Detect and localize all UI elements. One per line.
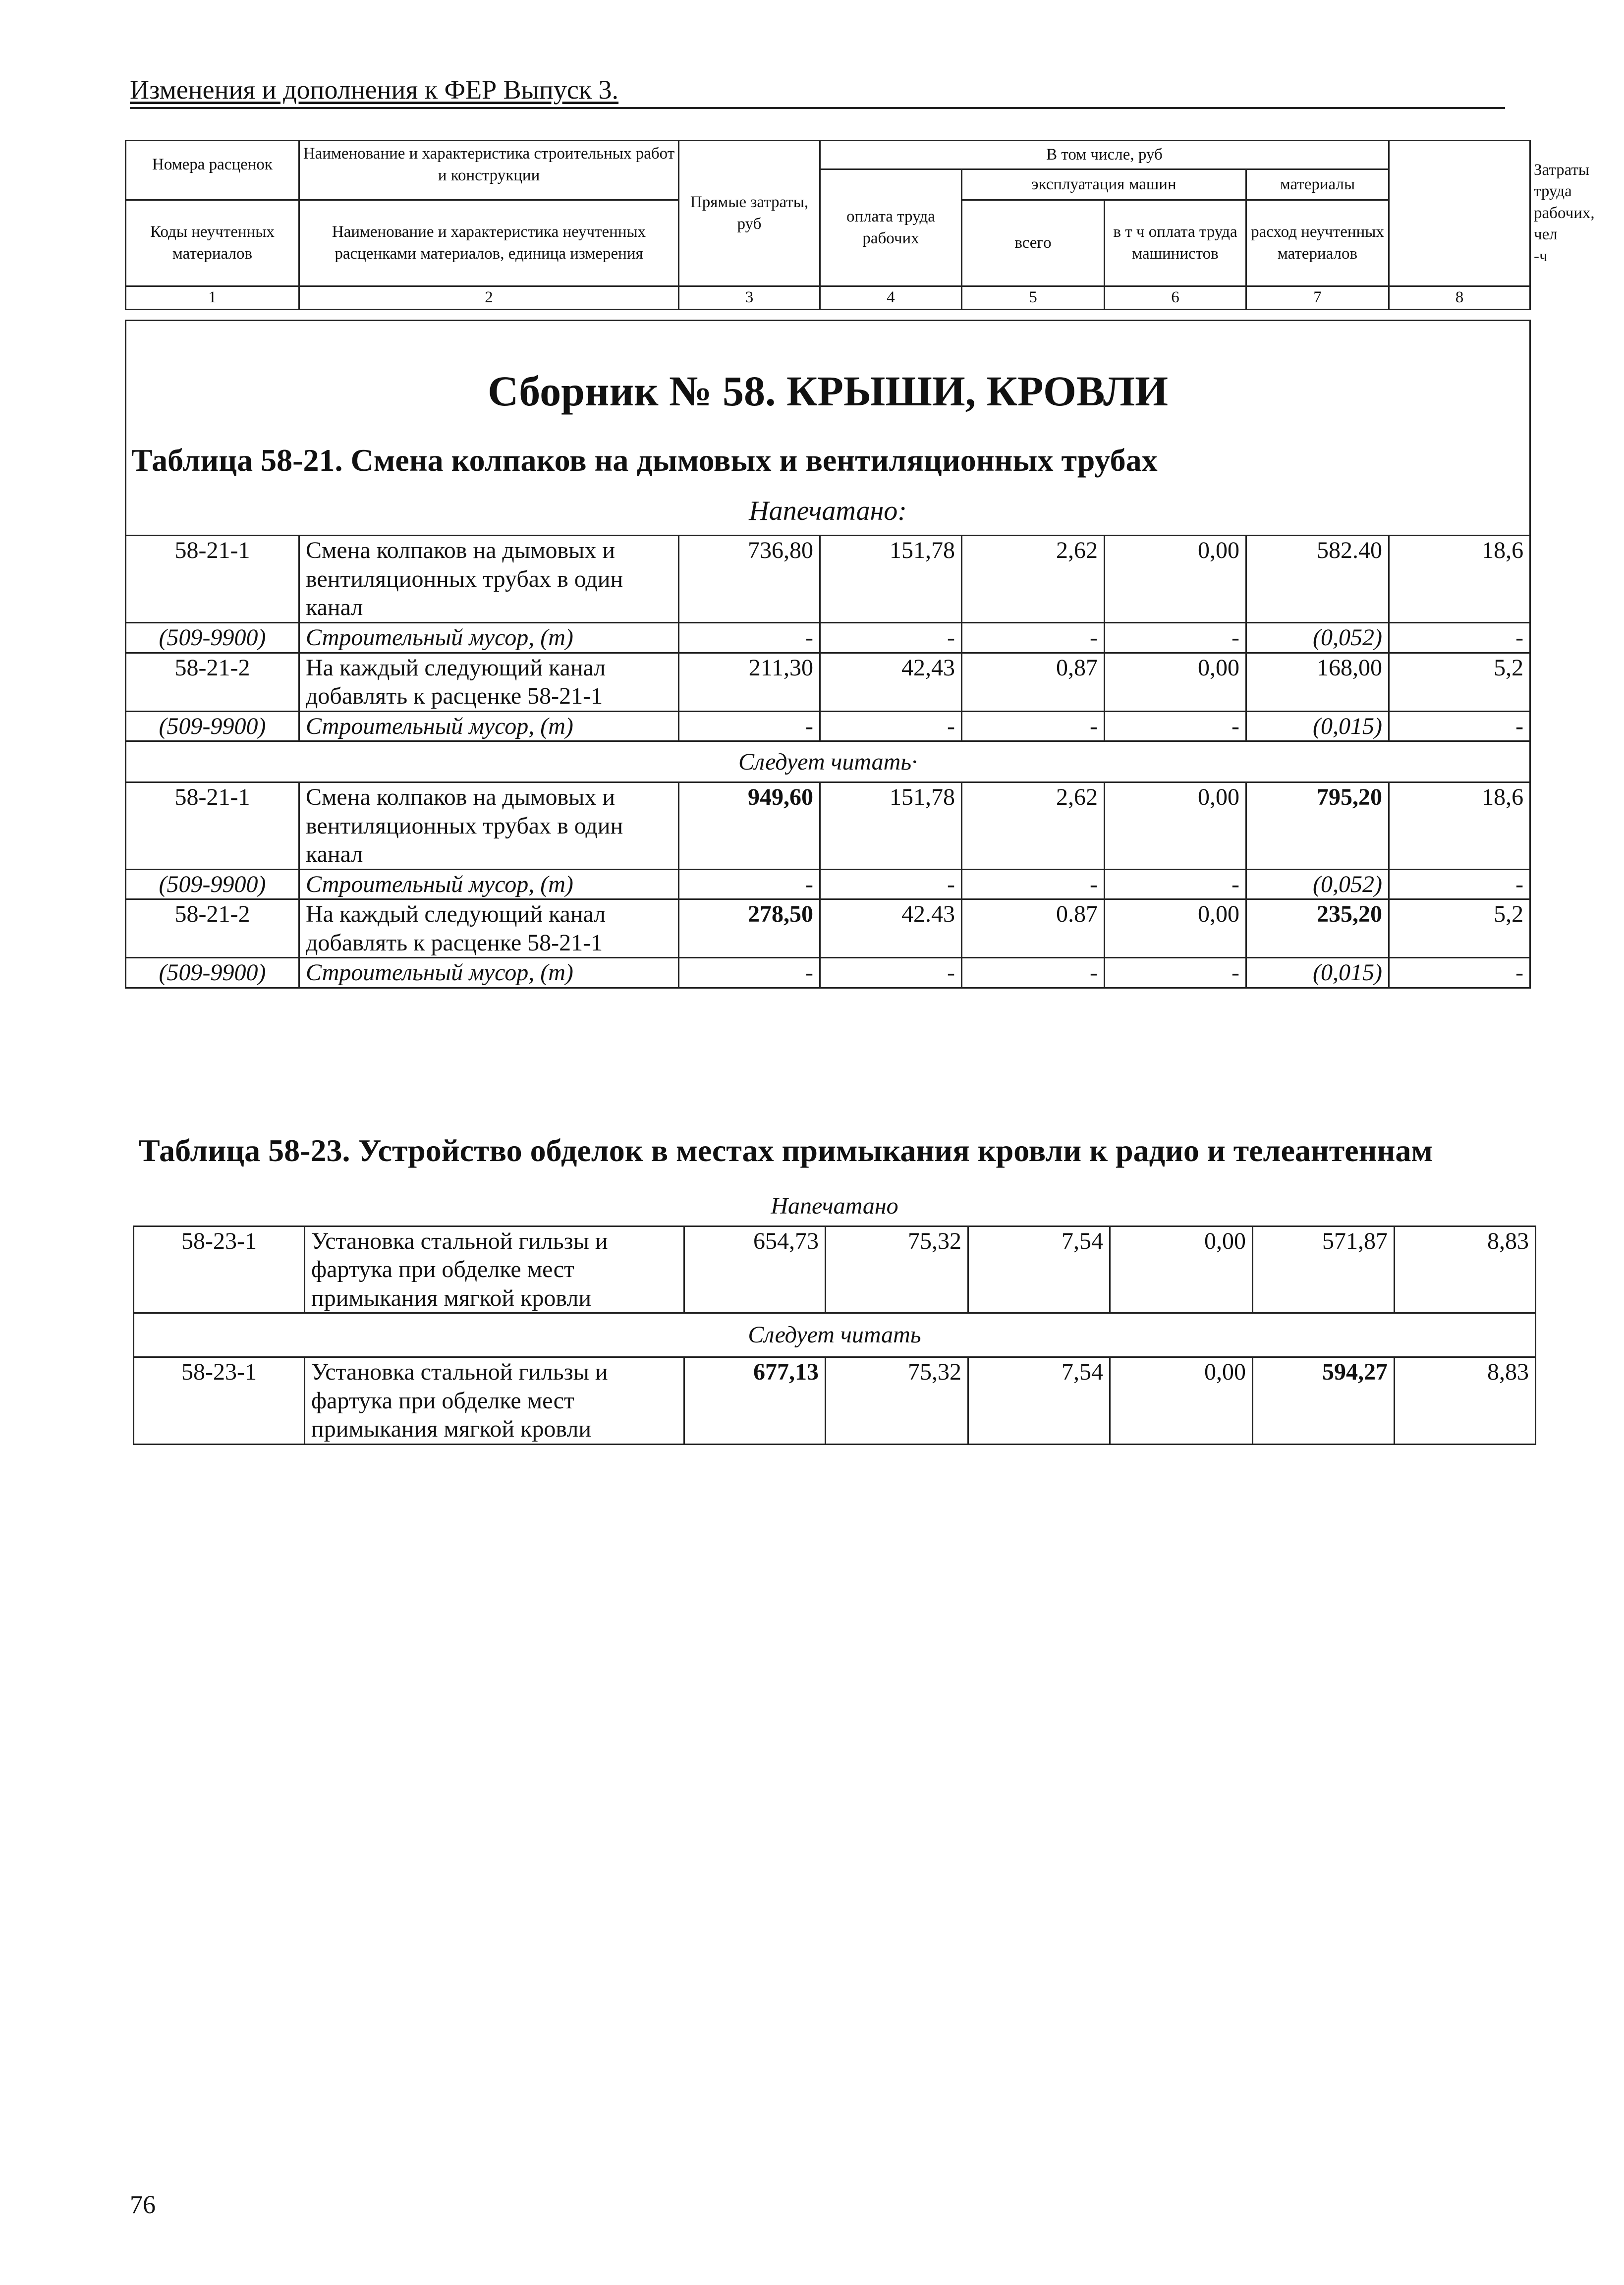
machines-header: эксплуатация машин	[962, 169, 1246, 200]
materials: 795,20	[1246, 782, 1389, 869]
material-name: Строительный мусор, (т)	[299, 869, 679, 899]
printed-label-23: Напечатано	[134, 1192, 1536, 1226]
machines-total: 7,54	[968, 1357, 1110, 1444]
material-code: (509-9900)	[126, 869, 299, 899]
direct-cost: 211,30	[679, 653, 820, 711]
machines-total: 0,87	[962, 653, 1105, 711]
direct-cost: 654,73	[684, 1226, 826, 1313]
labor-hours: 5,2	[1389, 899, 1530, 958]
col-number-5: 5	[962, 286, 1105, 310]
material-labor: -	[1389, 622, 1530, 653]
labor-pay: 151,78	[820, 536, 962, 623]
rate-name: На каждый следующий канал добавлять к расценке 58-21-1	[299, 653, 679, 711]
material-direct: -	[679, 869, 820, 899]
rate-name: Смена колпаков на дымовых и вентиляционных трубах в один канал	[299, 782, 679, 869]
machines-total: 7,54	[968, 1226, 1110, 1313]
col7-header: расход неучтенных материалов	[1246, 200, 1389, 286]
col-number-6: 6	[1105, 286, 1246, 310]
labor-hours: 5,2	[1389, 653, 1530, 711]
machinists-pay: 0,00	[1110, 1226, 1253, 1313]
material-machines: -	[962, 958, 1105, 988]
rate-code: 58-21-1	[126, 536, 299, 623]
col-number-1: 1	[126, 286, 299, 310]
labor-hours: 8,83	[1395, 1357, 1536, 1444]
material-machines: -	[962, 622, 1105, 653]
labor-hours: 18,6	[1389, 782, 1530, 869]
material-direct: -	[679, 622, 820, 653]
material-labor: -	[1389, 869, 1530, 899]
col4-header: оплата труда рабочих	[820, 169, 962, 286]
page-header	[130, 74, 1505, 109]
should-read-label: Следует читать·	[126, 741, 1530, 782]
material-machinists: -	[1105, 869, 1246, 899]
direct-cost: 278,50	[679, 899, 820, 958]
rate-code: 58-23-1	[134, 1357, 305, 1444]
direct-cost: 949,60	[679, 782, 820, 869]
material-code: (509-9900)	[126, 711, 299, 741]
rate-code: 58-21-1	[126, 782, 299, 869]
rate-code: 58-21-2	[126, 899, 299, 958]
column-header-table: Номера расценок Наименование и характеристика строительных работ и конструкции Прямые затраты, руб В том числе, руб Затраты труда рабочих, чел -ч оплата труда рабочих эксплуатация машин материалы Коды неучтенных материалов Наименование и характеристика неучтенных расценками материалов, единица измерения всего в т ч оплата труда машинистов расход неучтенных материалов 1 2 3 4 5 6 7 8	[125, 140, 1531, 310]
material-consumption: (0,015)	[1246, 958, 1389, 988]
collection-block	[126, 321, 1530, 536]
direct-cost: 736,80	[679, 536, 820, 623]
machinists-pay: 0,00	[1105, 536, 1246, 623]
material-consumption: (0,015)	[1246, 711, 1389, 741]
material-name: Строительный мусор, (т)	[299, 711, 679, 741]
labor-pay: 42,43	[820, 653, 962, 711]
material-machinists: -	[1105, 711, 1246, 741]
material-code: (509-9900)	[126, 958, 299, 988]
machinists-pay: 0,00	[1105, 899, 1246, 958]
col-number-4: 4	[820, 286, 962, 310]
materials: 594,27	[1253, 1357, 1395, 1444]
col5-header: всего	[962, 200, 1105, 286]
col6-header: в т ч оплата труда машинистов	[1105, 200, 1246, 286]
col-number-7: 7	[1246, 286, 1389, 310]
page-header-title: Изменения и дополнения к ФЕР Выпуск 3.	[130, 75, 619, 105]
labor-hours: 8,83	[1395, 1226, 1536, 1313]
page-number: 76	[130, 2191, 156, 2219]
table-row	[126, 958, 1530, 988]
rate-name: Установка стальной гильзы и фартука при обделке мест примыкания мягкой кровли	[305, 1226, 684, 1313]
labor-pay: 42.43	[820, 899, 962, 958]
col1-top-header: Номера расценок	[126, 141, 299, 200]
machinists-pay: 0,00	[1110, 1357, 1253, 1444]
table-row	[126, 653, 1530, 711]
col-number-8: 8	[1389, 286, 1530, 310]
table-row	[134, 1357, 1536, 1444]
group-header: В том числе, руб	[820, 141, 1389, 169]
table-row	[134, 1226, 1536, 1313]
material-direct: -	[679, 958, 820, 988]
material-name: Строительный мусор, (т)	[299, 958, 679, 988]
material-labor: -	[1389, 711, 1530, 741]
labor-pay: 75,32	[826, 1226, 968, 1313]
material-machinists: -	[1105, 958, 1246, 988]
materials: 168,00	[1246, 653, 1389, 711]
table-row	[126, 869, 1530, 899]
printed-label: Напечатано:	[749, 495, 907, 526]
machinists-pay: 0,00	[1105, 653, 1246, 711]
rate-name: Установка стальной гильзы и фартука при обделке мест примыкания мягкой кровли	[305, 1357, 684, 1444]
materials: 235,20	[1246, 899, 1389, 958]
machinists-pay: 0,00	[1105, 782, 1246, 869]
table-58-21	[125, 320, 1531, 989]
col3-header: Прямые затраты, руб	[679, 141, 820, 286]
rate-code: 58-21-2	[126, 653, 299, 711]
col-number-2: 2	[299, 286, 679, 310]
materials: 582.40	[1246, 536, 1389, 623]
table-58-23	[133, 1192, 1536, 1445]
table-58-23-title: Таблица 58-23. Устройство обделок в местах примыкания кровли к радио и телеантеннам	[139, 1133, 1433, 1168]
labor-pay: 75,32	[826, 1357, 968, 1444]
table-row	[126, 622, 1530, 653]
direct-cost: 677,13	[684, 1357, 826, 1444]
rate-name: На каждый следующий канал добавлять к расценке 58-21-1	[299, 899, 679, 958]
material-machinists: -	[1105, 622, 1246, 653]
material-consumption: (0,052)	[1246, 622, 1389, 653]
col-number-3: 3	[679, 286, 820, 310]
table-row	[126, 711, 1530, 741]
material-labor-pay: -	[820, 958, 962, 988]
material-direct: -	[679, 711, 820, 741]
machines-total: 0.87	[962, 899, 1105, 958]
table-row	[126, 782, 1530, 869]
table-row	[126, 899, 1530, 958]
material-consumption: (0,052)	[1246, 869, 1389, 899]
table-row	[126, 536, 1530, 623]
collection-title: Сборник № 58. КРЫШИ, КРОВЛИ	[488, 367, 1169, 415]
labor-hours: 18,6	[1389, 536, 1530, 623]
material-labor: -	[1389, 958, 1530, 988]
material-machines: -	[962, 869, 1105, 899]
material-name: Строительный мусор, (т)	[299, 622, 679, 653]
machines-total: 2,62	[962, 536, 1105, 623]
materials-header: материалы	[1246, 169, 1389, 200]
col1-bottom-header: Коды неучтенных материалов	[126, 200, 299, 286]
rate-name: Смена колпаков на дымовых и вентиляционных трубах в один канал	[299, 536, 679, 623]
materials: 571,87	[1253, 1226, 1395, 1313]
material-labor-pay: -	[820, 622, 962, 653]
material-labor-pay: -	[820, 711, 962, 741]
labor-pay: 151,78	[820, 782, 962, 869]
table-58-21-title: Таблица 58-21. Смена колпаков на дымовых и вентиляционных трубах	[131, 443, 1158, 478]
col2-top-header: Наименование и характеристика строительных работ и конструкции	[299, 141, 679, 200]
material-machines: -	[962, 711, 1105, 741]
should-read-label-23: Следует читать	[134, 1313, 1536, 1357]
rate-code: 58-23-1	[134, 1226, 305, 1313]
col2-bottom-header: Наименование и характеристика неучтенных расценками материалов, единица измерения	[299, 200, 679, 286]
machines-total: 2,62	[962, 782, 1105, 869]
material-code: (509-9900)	[126, 622, 299, 653]
material-labor-pay: -	[820, 869, 962, 899]
